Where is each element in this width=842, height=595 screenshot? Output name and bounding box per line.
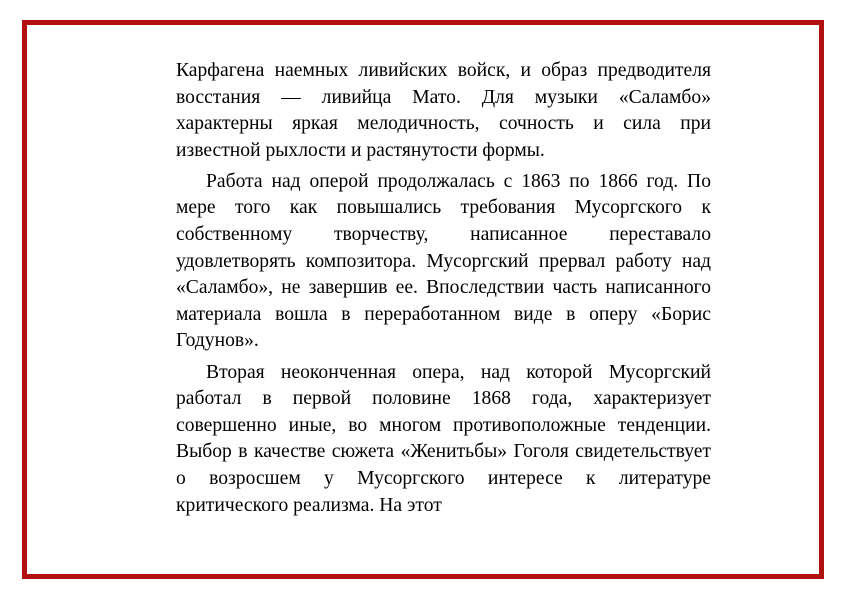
paragraph-3: Вторая неоконченная опера, над которой Мусоргский работал в первой половине 1868 года, характеризует совершенно иные, во многом противоположные тенденции. Выбор в качестве сюжета «Женитьбы» Гоголя свидетельствует о возросшем у Мусоргского интересе к литературе критического реализма. На этот	[176, 361, 711, 516]
paragraph-1: Карфагена наемных ливийских войск, и образ предводителя восстания — ливийца Мато. Для музыки «Саламбо» характерны яркая мелодичность, сочность и сила при известной рыхлости и растянутости формы.	[176, 60, 711, 161]
paragraph-2: Работа над оперой продолжалась с 1863 по 1866 год. По мере того как повышались требования Мусоргского к собственному творчеству, написанное переставало удовлетворять композитора. Мусоргский прервал работу над «Саламбо», не завершив ее. Впоследствии часть написанного материала вошла в переработанном виде в оперу «Борис Годунов».	[176, 170, 711, 352]
document-text	[176, 58, 711, 519]
